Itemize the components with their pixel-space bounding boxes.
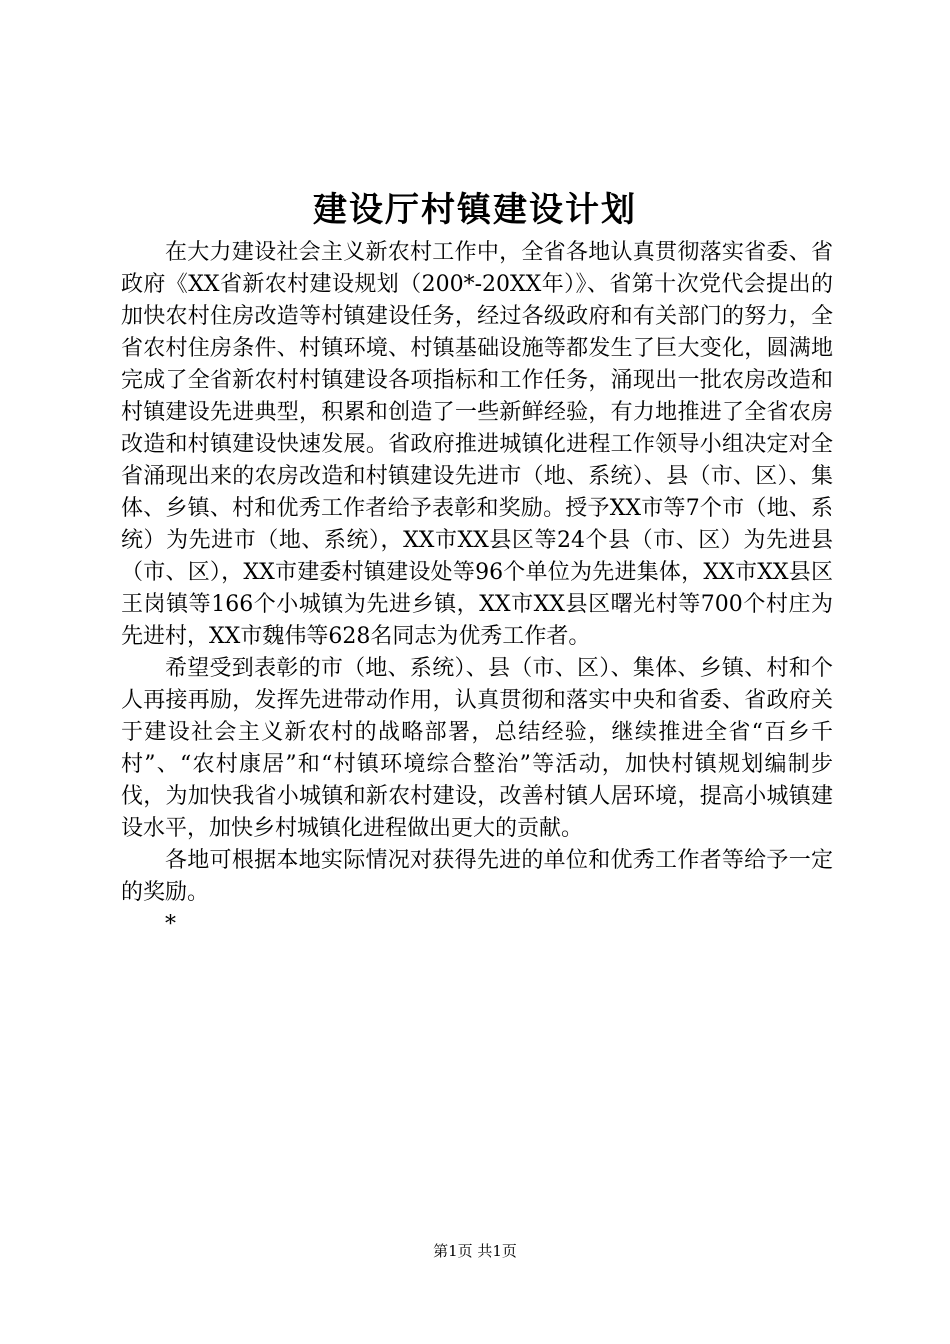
paragraph-reward: 各地可根据本地实际情况对获得先进的单位和优秀工作者等给予一定的奖励。 bbox=[121, 848, 833, 905]
document-title: 建设厅村镇建设计划 bbox=[313, 190, 637, 230]
paragraph-commendation: 在大力建设社会主义新农村工作中，全省各地认真贯彻落实省委、省政府《XX省新农村建设规划（200*-20XX年）》、省第十次党代会提出的加快农村住房改造等村镇建设任务，经过各级政府和有关部门的努力，全省农村住房条件、村镇环境、村镇基础设施等都发生了巨大变化，圆满地完成了全省新农村村镇建设各项指标和工作任务，涌现出一批农房改造和村镇建设先进典型，积累和创造了一些新鲜经验，有力地推进了全省农房改造和村镇建设快速发展。省政府推进城镇化进程工作领导小组决定对全省涌现出来的农房改造和村镇建设先进市（地、系统）、县（市、区）、集体、乡镇、村和优秀工作者给予表彰和奖励。授予XX市等7个市（地、系统）为先进市（地、系统），XX市XX县区等24个县（市、区）为先进县（市、区），XX市建委村镇建设处等96个单位为先进集体，XX市XX县区王岗镇等166个小城镇为先进乡镇，XX市XX县区曙光村等700个村庄为先进村，XX市魏伟等628名同志为优秀工作者。 bbox=[121, 240, 833, 649]
paragraph-expectation: 希望受到表彰的市（地、系统）、县（市、区）、集体、乡镇、村和个人再接再励，发挥先进带动作用，认真贯彻和落实中央和省委、省政府关于建设社会主义新农村的战略部署，总结经验，继续推进全省“百乡千村”、“农村康居”和“村镇环境综合整治”等活动，加快村镇规划编制步伐，为加快我省小城镇和新农村建设，改善村镇人居环境，提高小城镇建设水平，加快乡村城镇化进程做出更大的贡献。 bbox=[121, 656, 833, 841]
asterisk-mark: * bbox=[165, 912, 176, 937]
document-body bbox=[121, 237, 833, 941]
page-footer: 第1页 共1页 bbox=[433, 1242, 517, 1260]
